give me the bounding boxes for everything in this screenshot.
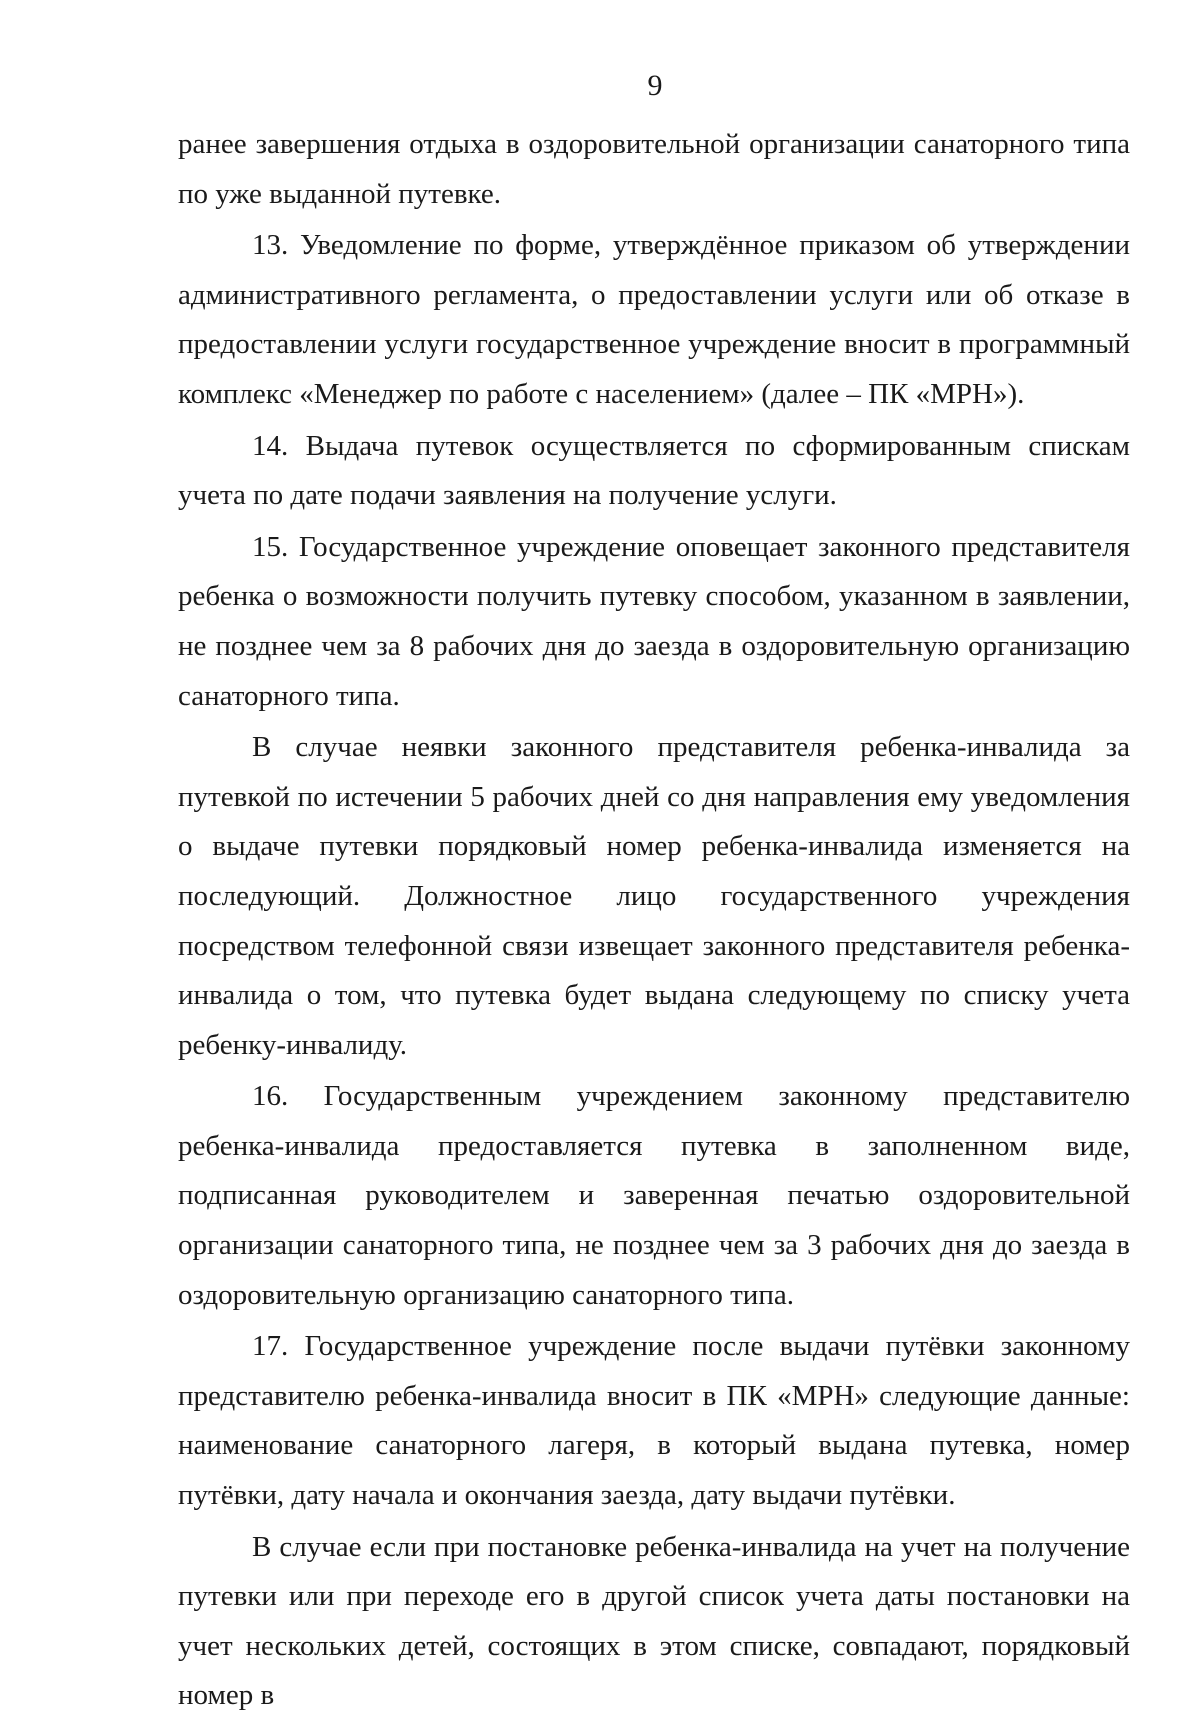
paragraph-17-same-date: В случае если при постановке ребенка-инвалида на учет на получение путевки или при переходе его в другой список учета даты постановки на учет нескольких детей, состоящих в этом списке, совпадают, порядковый номер в: [178, 1530, 1130, 1712]
paragraph-17: 17. Государственное учреждение после выдачи путёвки законному представителю ребенка-инвалида вносит в ПК «МРН» следующие данные: наименование санаторного лагеря, в который выдана путевка, номер путёвки, дату начала и окончания заезда, дату выдачи путёвки.: [178, 1330, 1130, 1512]
paragraph-continuation: ранее завершения отдыха в оздоровительной организации санаторного типа по уже выданной путевке.: [178, 128, 1130, 210]
document-body: [178, 120, 1130, 1721]
page-number: 9: [647, 69, 663, 102]
paragraph-15: 15. Государственное учреждение оповещает законного представителя ребенка о возможности получить путевку способом, указанном в заявлении, не позднее чем за 8 рабочих дня до заезда в оздоровительную организацию санаторного типа.: [178, 530, 1130, 712]
paragraph-13: 13. Уведомление по форме, утверждённое приказом об утверждении административного регламента, о предоставлении услуги или об отказе в предоставлении услуги государственное учреждение вносит в программный комплекс «Менеджер по работе с населением» (далее – ПК «МРН»).: [178, 229, 1130, 410]
paragraph-14: 14. Выдача путевок осуществляется по сформированным спискам учета по дате подачи заявления на получение услуги.: [178, 429, 1130, 512]
paragraph-15-nonappearance: В случае неявки законного представителя ребенка-инвалида за путевкой по истечении 5 рабочих дней со дня направления ему уведомления о выдаче путевки порядковый номер ребенка-инвалида изменяется на последующий. Должностное лицо государственного учреждения посредством телефонной связи извещает законного представителя ребенка-инвалида о том, что путевка будет выдана следующему по списку учета ребенку-инвалиду.: [178, 731, 1130, 1061]
paragraph-16: 16. Государственным учреждением законному представителю ребенка-инвалида предоставляется путевка в заполненном виде, подписанная руководителем и заверенная печатью оздоровительной организации санаторного типа, не позднее чем за 3 рабочих дня до заезда в оздоровительную организацию санаторного типа.: [178, 1080, 1130, 1311]
